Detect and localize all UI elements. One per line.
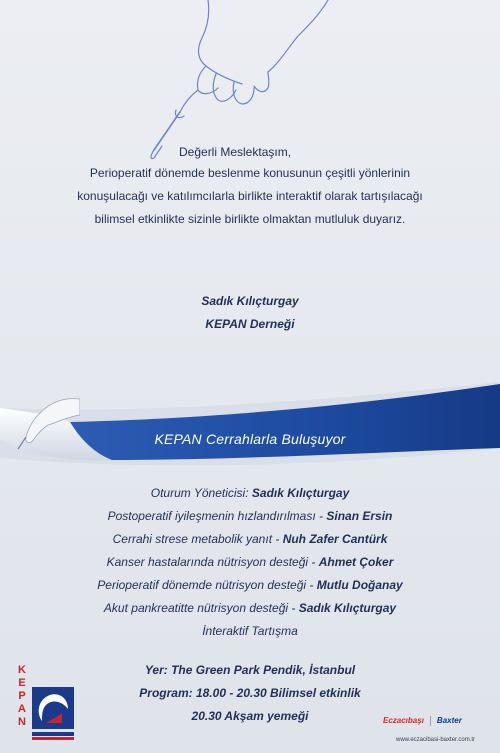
venue-dinner: 20.30 Akşam yemeği bbox=[191, 709, 309, 723]
letter-body-line-2: konuşulacağı ve katılımcılarla birlikte interaktif olarak tartışılacağı bbox=[77, 189, 423, 203]
kepan-logo-caption bbox=[32, 732, 74, 742]
baxter-logo: Baxter bbox=[436, 716, 462, 726]
program-line-3 bbox=[0, 532, 500, 546]
program-line-2 bbox=[0, 509, 500, 523]
program-line-6 bbox=[0, 601, 500, 615]
program-topic: İnteraktif Tartışma bbox=[202, 624, 298, 638]
sponsor-url: www.eczacibasi-baxter.com.tr bbox=[396, 737, 476, 743]
program-speaker: Sinan Ersin bbox=[326, 509, 393, 523]
program-topic: Kanser hastalarında nütrisyon desteği - bbox=[106, 555, 319, 569]
sponsor-divider bbox=[430, 716, 431, 726]
program-topic: Cerrahi strese metabolik yanıt - bbox=[112, 532, 283, 546]
kepan-logo-letters: K E P A N bbox=[18, 664, 26, 728]
letter-body-line-3: bilimsel etkinlikte sizinle birlikte olmaktan mutluluk duyarız. bbox=[94, 212, 406, 226]
letter-body-line-1: Perioperatif dönemde beslenme konusunun çeşitli yönlerinin bbox=[89, 166, 411, 180]
program-line-1 bbox=[0, 486, 500, 500]
signature-org: KEPAN Derneği bbox=[205, 317, 295, 331]
kepan-logo-icon bbox=[32, 687, 74, 729]
sponsor-logos bbox=[383, 716, 462, 726]
venue-program: Program: 18.00 - 20.30 Bilimsel etkinlik bbox=[139, 686, 361, 700]
program-topic: Oturum Yöneticisi: bbox=[150, 486, 252, 500]
program-speaker: Mutlu Doğanay bbox=[316, 578, 403, 592]
banner-title: KEPAN Cerrahlarla Buluşuyor bbox=[154, 431, 346, 447]
program-line-7 bbox=[0, 624, 500, 638]
program-speaker: Ahmet Çoker bbox=[318, 555, 394, 569]
program-topic: Akut pankreatitte nütrisyon desteği - bbox=[103, 601, 299, 615]
eczacibasi-logo: Eczacıbaşı bbox=[383, 716, 424, 726]
program-speaker: Nuh Zafer Cantürk bbox=[282, 532, 388, 546]
program-speaker: Sadık Kılıçturgay bbox=[298, 601, 397, 615]
program-line-4 bbox=[0, 555, 500, 569]
program-topic: Postoperatif iyileşmenin hızlandırılması - bbox=[107, 509, 327, 523]
program-topic: Perioperatif dönemde nütrisyon desteği - bbox=[97, 578, 317, 592]
signature-name: Sadık Kılıçturgay bbox=[201, 294, 299, 308]
program-speaker: Sadık Kılıçturgay bbox=[251, 486, 350, 500]
greeting: Değerli Meslektaşım, bbox=[179, 145, 292, 159]
program-line-5 bbox=[0, 578, 500, 592]
venue-place: Yer: The Green Park Pendik, İstanbul bbox=[144, 663, 356, 677]
